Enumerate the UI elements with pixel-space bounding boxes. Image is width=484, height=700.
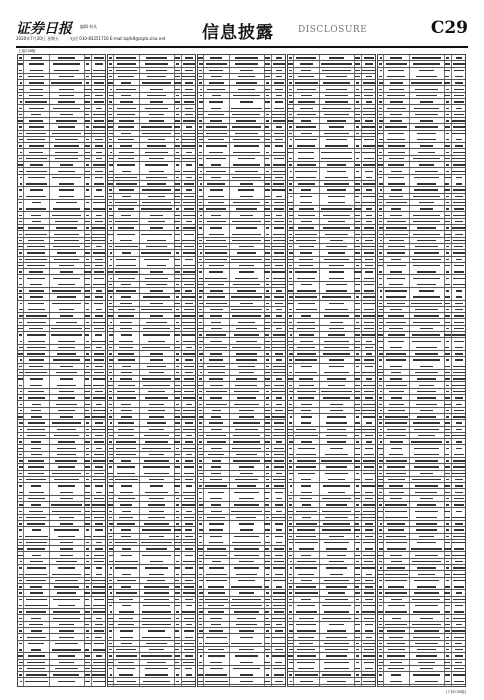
table-row	[198, 269, 285, 282]
table-column-1	[17, 54, 106, 687]
table-column-2	[107, 54, 196, 687]
table-row	[378, 275, 465, 288]
table-row	[108, 332, 195, 345]
table-row	[378, 338, 465, 351]
table-row	[288, 194, 375, 207]
table-row	[288, 540, 375, 553]
table-row	[108, 162, 195, 175]
table-row	[18, 301, 105, 314]
table-row	[288, 660, 375, 673]
table-row	[18, 175, 105, 188]
table-row	[108, 257, 195, 270]
table-row	[198, 565, 285, 578]
table-row	[108, 552, 195, 565]
table-row	[288, 301, 375, 314]
table-row	[18, 597, 105, 610]
table-row	[198, 666, 285, 679]
table-row	[378, 685, 465, 687]
table-row	[288, 364, 375, 377]
section-subtitle: DISCLOSURE	[298, 25, 368, 35]
table-row	[108, 464, 195, 477]
table-row	[288, 685, 375, 687]
table-row	[378, 68, 465, 81]
table-row	[108, 628, 195, 641]
table-row	[108, 666, 195, 679]
table-row	[108, 483, 195, 496]
table-row	[378, 357, 465, 370]
table-row	[378, 672, 465, 685]
table-row	[108, 231, 195, 244]
contact-line: 电话 010-83251716 E-mail:zqrb9@zqrb.sina.net	[70, 36, 166, 41]
table-row	[198, 143, 285, 156]
table-row	[378, 288, 465, 301]
table-row	[18, 527, 105, 540]
table-row	[108, 565, 195, 578]
table-row	[288, 168, 375, 181]
table-row	[108, 685, 195, 687]
table-row	[198, 521, 285, 534]
editor-line: 编辑 何凡	[80, 24, 98, 29]
table-column-4	[287, 54, 376, 687]
table-row	[378, 508, 465, 521]
table-row	[288, 622, 375, 635]
table-row	[18, 332, 105, 345]
masthead	[16, 18, 468, 46]
continued-from-label: 上接C28版	[18, 49, 36, 53]
table-row	[18, 275, 105, 288]
table-row	[288, 269, 375, 282]
table-row	[18, 187, 105, 200]
table-row	[378, 603, 465, 616]
table-row	[198, 634, 285, 647]
table-row	[198, 187, 285, 200]
table-row	[198, 685, 285, 687]
table-row	[198, 156, 285, 169]
table-row	[198, 489, 285, 502]
table-row	[378, 540, 465, 553]
table-row	[288, 414, 375, 427]
table-row	[18, 678, 105, 687]
table-row	[108, 603, 195, 616]
table-row	[378, 175, 465, 188]
table-row	[198, 653, 285, 666]
table-row	[378, 131, 465, 144]
table-row	[288, 603, 375, 616]
table-row	[18, 61, 105, 74]
table-row	[378, 263, 465, 276]
table-row	[288, 471, 375, 484]
table-row	[288, 149, 375, 162]
table-row	[198, 99, 285, 112]
table-row	[198, 578, 285, 591]
masthead-rule	[16, 46, 468, 48]
table-row	[198, 534, 285, 547]
table-row	[198, 225, 285, 238]
continued-to-label: (下转C30版)	[445, 690, 466, 694]
newspaper-logo: 证券日报	[16, 21, 72, 37]
table-row	[18, 641, 105, 654]
table-row	[288, 282, 375, 295]
table-row	[18, 376, 105, 389]
table-row	[288, 445, 375, 458]
table-row	[18, 565, 105, 578]
table-row	[378, 578, 465, 591]
table-row	[18, 483, 105, 496]
table-row	[18, 200, 105, 213]
table-row	[288, 483, 375, 496]
table-row	[288, 565, 375, 578]
table-column-3	[197, 54, 286, 687]
date-line: 2020年7月20日 星期五	[16, 36, 60, 41]
table-row	[378, 445, 465, 458]
page-number: C29	[430, 18, 468, 38]
table-row	[288, 137, 375, 150]
section-title: 信息披露	[202, 23, 274, 43]
table-column-5	[377, 54, 466, 687]
